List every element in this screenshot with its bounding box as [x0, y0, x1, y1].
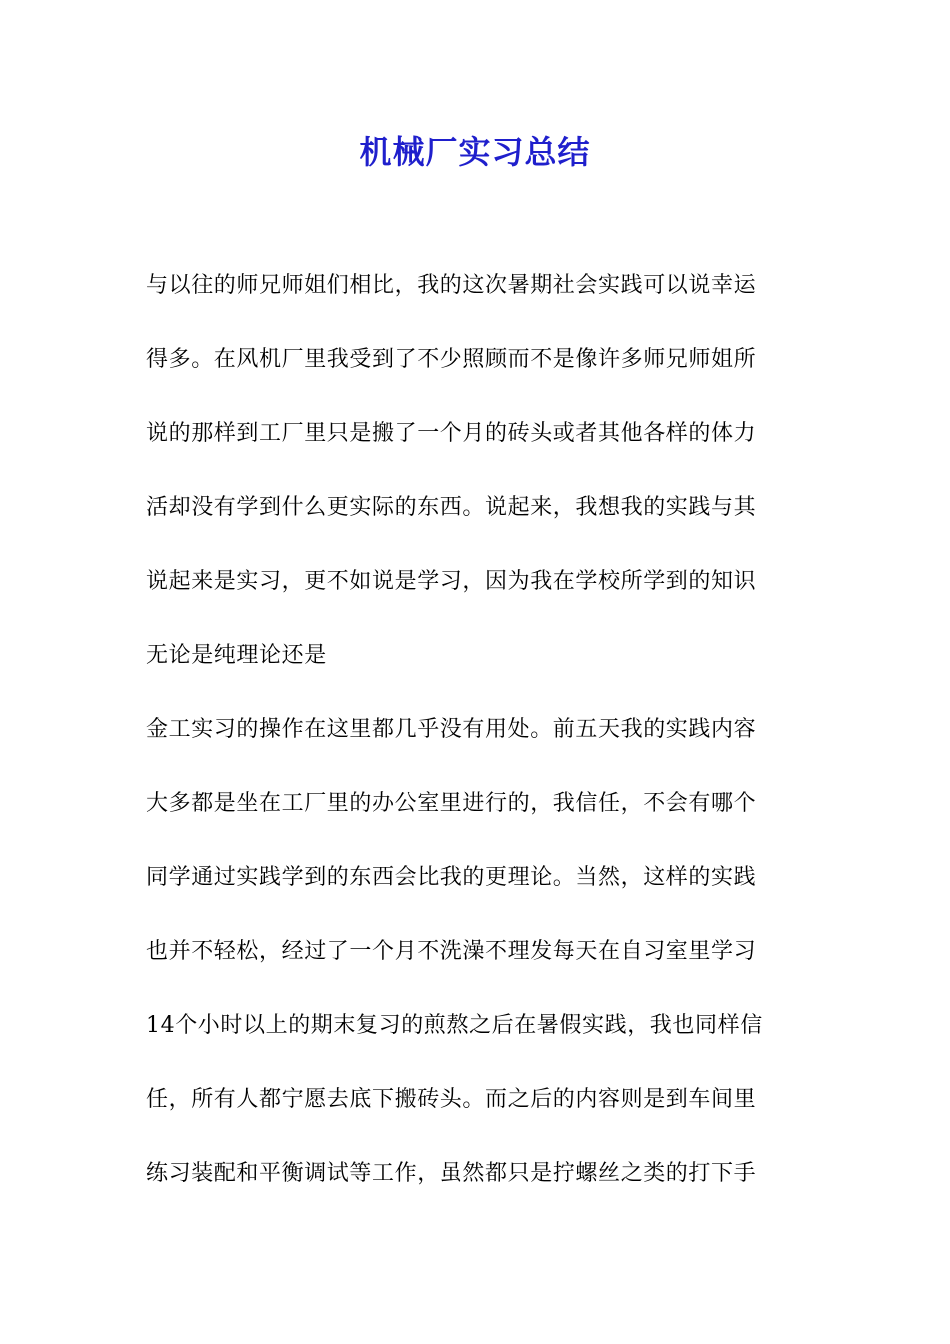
text-line: 活却没有学到什么更实际的东西。说起来，我想我的实践与其: [146, 495, 757, 520]
text-line: 大多都是坐在工厂里的办公室里进行的，我信任，不会有哪个: [146, 791, 757, 816]
text-line: 无论是纯理论还是: [146, 643, 327, 668]
text-line: 说的那样到工厂里只是搬了一个月的砖头或者其他各样的体力: [146, 421, 757, 446]
text-line: 说起来是实习，更不如说是学习，因为我在学校所学到的知识: [146, 569, 757, 594]
text-line: 同学通过实践学到的东西会比我的更理论。当然，这样的实践: [146, 865, 757, 890]
document-title: 机械厂实习总结: [359, 133, 591, 171]
text-line: 与以往的师兄师姐们相比，我的这次暑期社会实践可以说幸运: [146, 273, 757, 298]
text-line: 练习装配和平衡调试等工作，虽然都只是拧螺丝之类的打下手: [146, 1161, 757, 1186]
text-line: 任，所有人都宁愿去底下搬砖头。而之后的内容则是到车间里: [146, 1087, 757, 1112]
document-body: [146, 264, 806, 1226]
text-line: 14个小时以上的期末复习的煎熬之后在暑假实践，我也同样信: [146, 1013, 763, 1038]
text-line: 金工实习的操作在这里都几乎没有用处。前五天我的实践内容: [146, 717, 757, 742]
text-line: 得多。在风机厂里我受到了不少照顾而不是像许多师兄师姐所: [146, 347, 757, 372]
text-line: 也并不轻松，经过了一个月不洗澡不理发每天在自习室里学习: [146, 939, 757, 964]
